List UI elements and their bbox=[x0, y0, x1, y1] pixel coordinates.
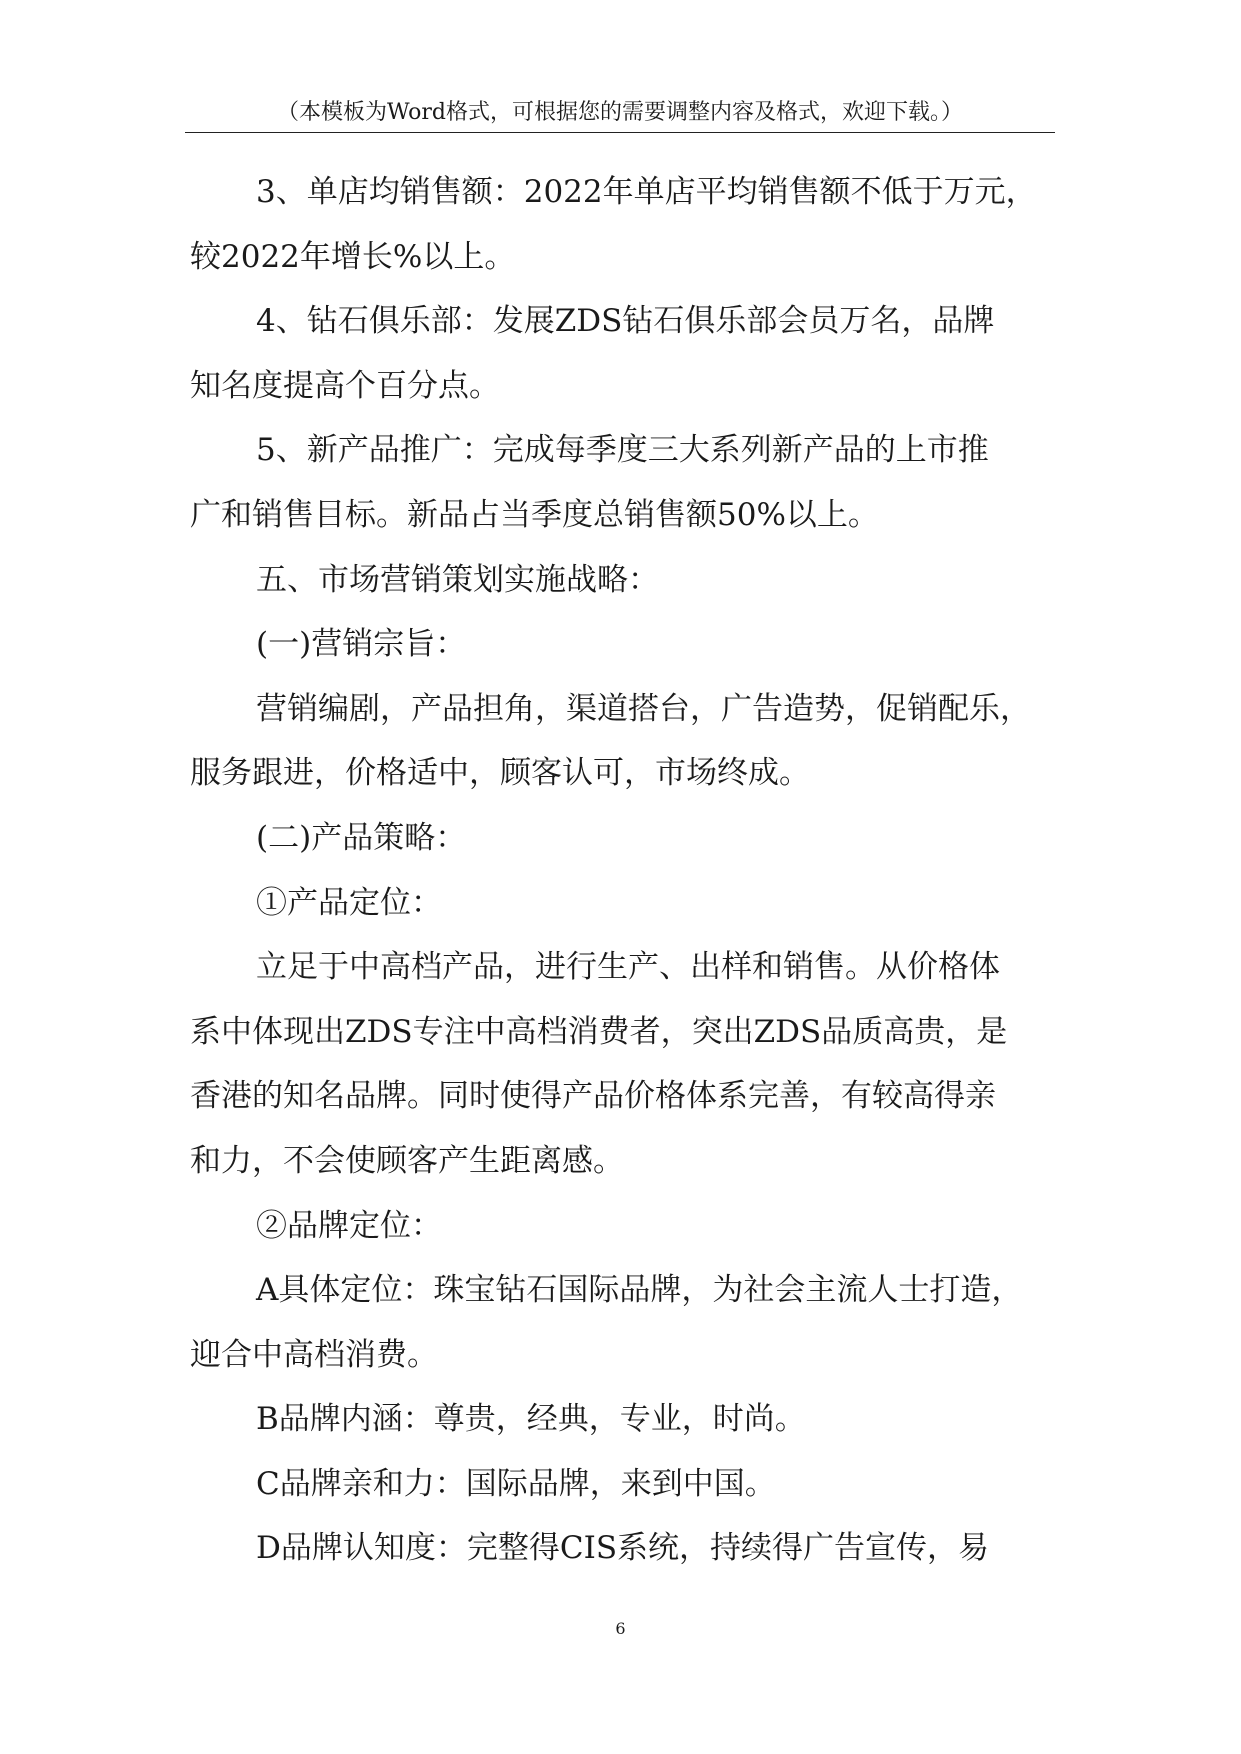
paragraph-line: C品牌亲和力：国际品牌，来到中国。 bbox=[256, 1465, 776, 1502]
header-note: （本模板为Word格式，可根据您的需要调整内容及格式，欢迎下载。） bbox=[277, 100, 963, 125]
paragraph-line: B品牌内涵：尊贵，经典，专业，时尚。 bbox=[256, 1401, 806, 1438]
paragraph-line: 服务跟进，价格适中，顾客认可，市场终成。 bbox=[190, 755, 810, 792]
section-heading: 五、市场营销策划实施战略： bbox=[256, 561, 659, 598]
paragraph-line: 知名度提高个百分点。 bbox=[190, 367, 500, 404]
subsection-heading: (一)营销宗旨： bbox=[256, 626, 467, 663]
subsection-heading: (二)产品策略： bbox=[256, 819, 467, 856]
paragraph-line: 广和销售目标。新品占当季度总销售额50%以上。 bbox=[190, 496, 879, 533]
paragraph-line: 迎合中高档消费。 bbox=[190, 1336, 438, 1373]
paragraph-line: 营销编剧，产品担角，渠道搭台，广告造势，促销配乐， bbox=[256, 690, 1031, 727]
paragraph-line: 较2022年增长%以上。 bbox=[190, 238, 516, 275]
paragraph-line: A具体定位：珠宝钻石国际品牌，为社会主流人士打造， bbox=[256, 1272, 1023, 1309]
paragraph-line: 和力，不会使顾客产生距离感。 bbox=[190, 1142, 624, 1179]
paragraph-line: 系中体现出ZDS专注中高档消费者，突出ZDS品质高贵，是 bbox=[190, 1013, 1008, 1050]
paragraph-line: 香港的知名品牌。同时使得产品价格体系完善，有较高得亲 bbox=[190, 1078, 996, 1115]
page-number: 6 bbox=[615, 1619, 626, 1638]
item-heading: ①产品定位： bbox=[256, 884, 442, 921]
document-body bbox=[190, 160, 1060, 1581]
paragraph-line: D品牌认知度：完整得CIS系统，持续得广告宣传，易 bbox=[256, 1530, 990, 1567]
paragraph-line: 立足于中高档产品，进行生产、出样和销售。从价格体 bbox=[256, 949, 1000, 986]
paragraph-line: 3、单店均销售额：2022年单店平均销售额不低于万元， bbox=[256, 174, 1037, 210]
paragraph-line: 5、新产品推广：完成每季度三大系列新产品的上市推 bbox=[256, 432, 989, 469]
item-heading: ②品牌定位： bbox=[256, 1207, 442, 1244]
paragraph-line: 4、钻石俱乐部：发展ZDS钻石俱乐部会员万名，品牌 bbox=[256, 303, 995, 340]
header-divider bbox=[185, 132, 1055, 133]
